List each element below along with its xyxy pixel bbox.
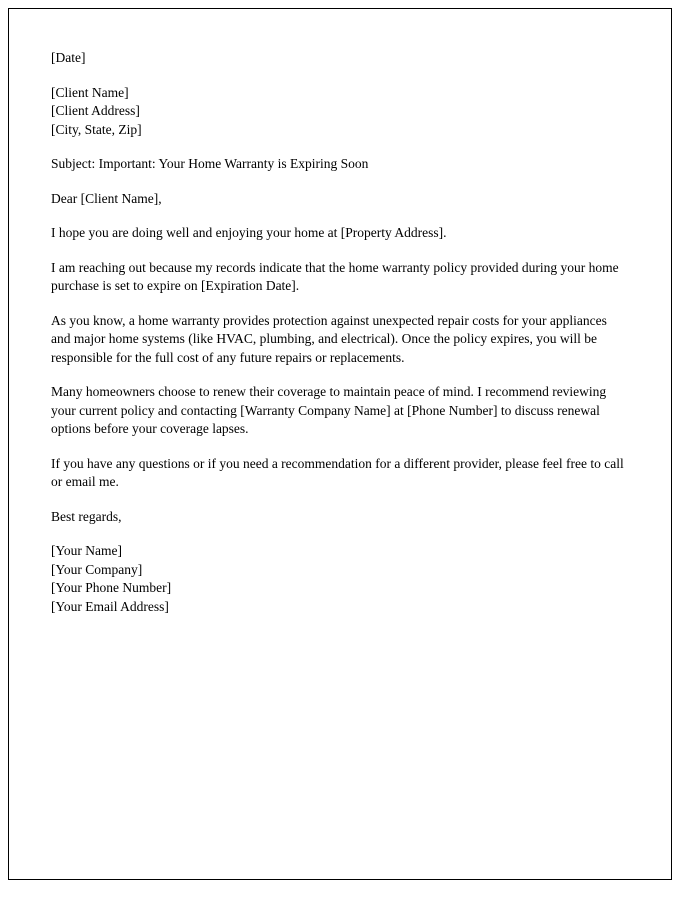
signature-block: [51, 542, 629, 616]
recipient-name-line: [Client Name]: [51, 84, 129, 100]
date-block: [51, 49, 629, 68]
signature-company-line: [Your Company]: [51, 561, 143, 577]
body-paragraph-5: If you have any questions or if you need a recommendation for a different provider, please feel free to call or email me.: [51, 455, 624, 489]
letter-frame: [8, 8, 672, 880]
signature-email-line: [Your Email Address]: [51, 598, 169, 614]
body-paragraph-3: As you know, a home warranty provides protection against unexpected repair costs for your appliances and major home systems (like HVAC, plumbing, and electrical). Once the policy expires, you will be responsible for the full cost of any future repairs or replacements.: [51, 312, 607, 365]
subject-line: Subject: Important: Your Home Warranty is Expiring Soon: [51, 156, 369, 171]
date-line: [Date]: [51, 50, 86, 65]
signature-phone-line: [Your Phone Number]: [51, 580, 172, 595]
body-paragraph-4: Many homeowners choose to renew their coverage to maintain peace of mind. I recommend reviewing your current policy and contacting [Warranty Company Name] at [Phone Number] to discuss renewal options before your coverage lapses.: [51, 384, 607, 436]
recipient-block: [51, 84, 629, 140]
body-paragraph-1: I hope you are doing well and enjoying your home at [Property Address].: [51, 225, 447, 240]
recipient-address-line: [Client Address]: [51, 103, 140, 118]
salutation: Dear [Client Name],: [51, 190, 162, 206]
body-paragraph-2: I am reaching out because my records indicate that the home warranty policy provided during your home purchase is set to expire on [Expiration Date].: [51, 259, 619, 293]
recipient-city-line: [City, State, Zip]: [51, 121, 142, 137]
closing-line: Best regards,: [51, 508, 122, 524]
signature-name-line: [Your Name]: [51, 543, 122, 558]
